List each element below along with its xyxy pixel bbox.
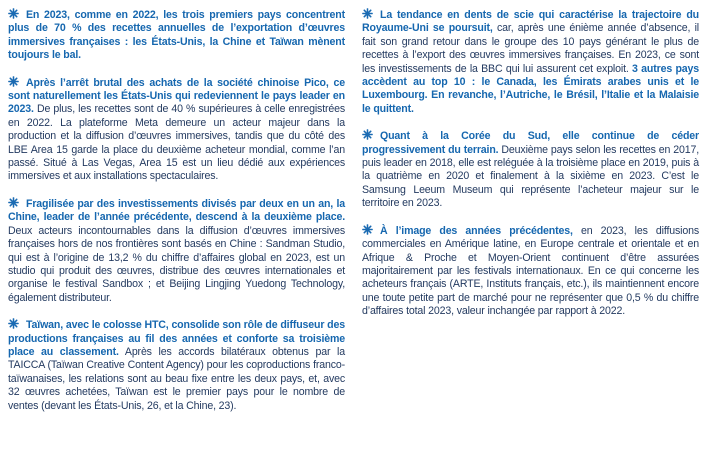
paragraph [362,224,699,319]
text-column-right [362,8,699,466]
paragraph [362,129,699,210]
paragraph [8,76,345,184]
lead-text: Fragilisée par des investissements divisés par deux en un an, la Chine, leader de l’année précédente, descend à la deuxième place. [8,197,345,224]
body-text: Après les accords bilatéraux obtenus par la TAICCA (Taïwan Creative Content Agency) pour les coproductions franco-taïwanaises, les relations sont au beau fixe entre les deux pays, et, avec 32 œuvres achetées, Taïwan est le premier pays pour le nombre de ventes (devant les États-Unis, 26, et la Chine, 23). [8,345,345,412]
body-text: car, après une énième année d’absence, il fait son grand retour dans le groupe des 10 pays générant le plus de recettes à l’export des œuvres immersives françaises. En 2023, ce sont les investissements de la BBC qui lui assurent cet exploit. [362,22,699,75]
paragraph [8,318,345,413]
paragraph [8,8,345,63]
lead-text: La tendance en dents de scie qui caractérise la trajectoire du Royaume-Uni se poursuit, [362,9,699,35]
lead-text: Après l’arrêt brutal des achats de la société chinoise Pico, ce sont naturellement les États-Unis qui redeviennent le pays leader en 2023. [8,76,345,116]
body-text: Deux acteurs incontournables dans la diffusion d’œuvres immersives françaises hors de nos frontières sont basés en Chine : Sandman Studio, qui est à l’origine de 13,2 % du chiffre d’affaires global en 2023, est un studio qui produit des œuvres, distribue des œuvres internationales et organise le festival Sandbox ; et Beijing Lingjing Yuedong Technology, également distributeur. [8,224,345,304]
body-text: De plus, les recettes sont de 40 % supérieures à celle enregistrées en 2022. La plateforme Meta demeure un acteur majeur dans la production et la diffusion d’œuvres immersives, tandis que du côté des LBE Area 15 garde la place du deuxième acheteur mondial, comme l’an passé. Situé à Las Vegas, Area 15 est un lieu dédié aux expériences immersives et aux installations spectaculaires. [8,103,345,183]
asterisk-bullet-icon [362,129,373,140]
asterisk-bullet-icon [8,197,19,208]
body-text: Deuxième pays selon les recettes en 2017, puis leader en 2018, elle est reléguée à la troisième place en 2019, puis à la quatrième en 2020 et finalement à la sixième en 2023. C’est le Samsung Leeum Museum qui représente l’acheteur majeur sur le territoire en 2023. [362,143,699,210]
body-text: en 2023, les diffusions commerciales en Amérique latine, en Europe centrale et orientale et en Afrique & Proche et Moyen-Orient continuent d’être assurées majoritairement par les festivals internationaux. En ce qui concerne les acheteurs français (ARTE, Instituts français, etc.), ils maintiennent encore une toute petite part de marché pour ne représenter que 0,5 % du chiffre d’affaires total 2023, valeur inchangée par rapport à 2022. [362,224,699,318]
asterisk-bullet-icon [8,76,19,87]
lead-text: 3 autres pays accèdent au top 10 : le Canada, les Émirats arabes unis et le Luxembourg. En revanche, l’Autriche, le Brésil, l’Italie et la Malaisie le quittent. [362,62,699,115]
lead-text: En 2023, comme en 2022, les trois premiers pays concentrent plus de 70 % des recettes annuelles de l’exportation d’œuvres immersives françaises : les États-Unis, la Chine et Taïwan mènent toujours le bal. [8,9,345,62]
asterisk-bullet-icon [8,318,19,329]
paragraph [8,197,345,305]
text-column-left [8,8,345,466]
lead-text: Taïwan, avec le colosse HTC, consolide son rôle de diffuseur des productions françaises au fil des années et conforte sa troisième place au classement. [8,319,345,358]
asterisk-bullet-icon [362,224,373,235]
asterisk-bullet-icon [8,8,19,19]
asterisk-bullet-icon [362,8,373,19]
lead-text: À l’image des années précédentes, [380,224,573,237]
paragraph [362,8,699,116]
lead-text: Quant à la Corée du Sud, elle continue de céder progressivement du terrain. [362,130,699,156]
